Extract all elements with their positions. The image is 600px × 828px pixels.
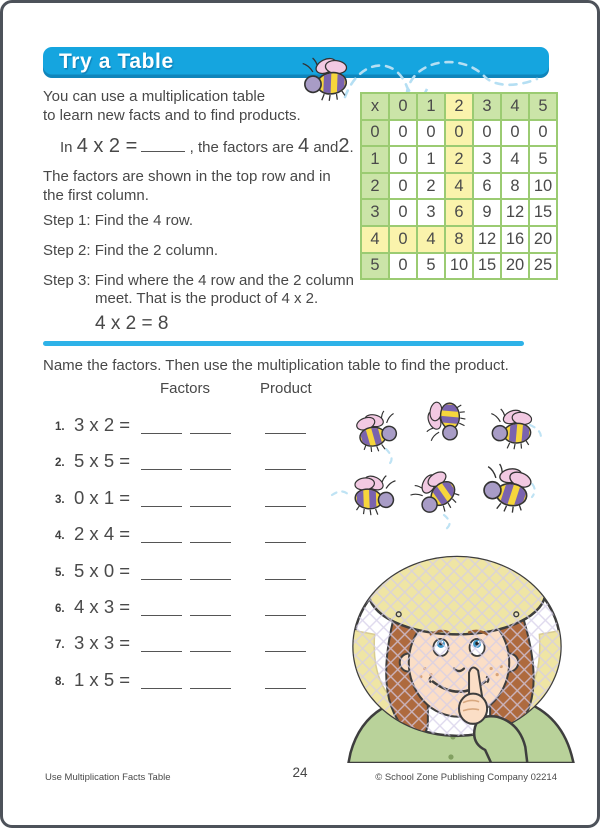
problem-number: 2. (55, 457, 65, 470)
table-header-cell: 2 (445, 93, 473, 120)
factor-blank-2[interactable] (190, 419, 231, 434)
problem-number: 5. (55, 566, 65, 579)
table-cell: 0 (445, 120, 473, 147)
factor-blank-2[interactable] (190, 601, 231, 616)
factor-blank-2[interactable] (190, 528, 231, 543)
table-cell: 12 (473, 226, 501, 253)
table-cell: 16 (501, 226, 529, 253)
example-equation: 4 x 2 = 8 (95, 313, 169, 334)
factor-blank-1[interactable] (141, 492, 182, 507)
table-header-cell: 4 (501, 93, 529, 120)
table-cell: 6 (473, 173, 501, 200)
table-cell: 4 (501, 146, 529, 173)
problem-row (43, 523, 333, 549)
table-cell: 15 (473, 253, 501, 280)
table-row-label: 5 (361, 253, 389, 280)
table-cell: 0 (389, 226, 417, 253)
footer-left: Use Multiplication Facts Table (45, 772, 171, 783)
table-cell: 8 (501, 173, 529, 200)
table-cell: 4 (417, 226, 445, 253)
fact-period: . (349, 139, 354, 156)
fact-sentence (60, 134, 354, 160)
factor-blank-2[interactable] (190, 455, 231, 470)
page-number: 24 (292, 765, 308, 780)
table-header-cell: x (361, 93, 389, 120)
table-row-label: 0 (361, 120, 389, 147)
table-cell: 0 (389, 173, 417, 200)
factor-blank-1[interactable] (141, 601, 182, 616)
product-blank[interactable] (265, 637, 306, 652)
table-cell: 4 (445, 173, 473, 200)
section-divider (43, 341, 524, 346)
bee-icon (478, 461, 538, 516)
bee-icon (423, 395, 469, 444)
bee-icon (346, 470, 400, 520)
fact-blank[interactable] (141, 136, 185, 152)
bee-icon (298, 52, 356, 107)
table-cell: 20 (529, 226, 557, 253)
product-blank[interactable] (265, 419, 306, 434)
problem-number: 8. (55, 675, 65, 688)
problem-row (43, 632, 333, 658)
table-cell: 20 (501, 253, 529, 280)
para-line-1: The factors are shown in the top row and in (43, 168, 331, 185)
table-cell: 5 (417, 253, 445, 280)
problem-row (43, 487, 333, 513)
table-cell: 3 (473, 146, 501, 173)
table-cell: 2 (445, 146, 473, 173)
table-cell: 0 (501, 120, 529, 147)
factor-blank-2[interactable] (190, 492, 231, 507)
factor-blank-1[interactable] (141, 637, 182, 652)
table-cell: 10 (445, 253, 473, 280)
bee-icon (351, 409, 401, 456)
table-header-cell: 0 (389, 93, 417, 120)
problem-expression: 2 x 4 = (74, 523, 131, 545)
factor-blank-2[interactable] (190, 637, 231, 652)
table-row-label: 4 (361, 226, 389, 253)
table-cell: 2 (417, 173, 445, 200)
table-cell: 10 (529, 173, 557, 200)
table-cell: 0 (389, 199, 417, 226)
table-cell: 8 (445, 226, 473, 253)
multiplication-table (360, 92, 558, 280)
fact-factor1: 4 (298, 135, 310, 157)
product-blank[interactable] (265, 455, 306, 470)
step-2: Step 2: Find the 2 column. (43, 242, 219, 259)
problem-number: 7. (55, 639, 65, 652)
product-blank[interactable] (265, 492, 306, 507)
table-cell: 12 (501, 199, 529, 226)
problem-row (43, 560, 333, 586)
table-cell: 15 (529, 199, 557, 226)
table-cell: 6 (445, 199, 473, 226)
fact-factor2: 2 (338, 135, 350, 157)
factor-blank-1[interactable] (141, 455, 182, 470)
problem-expression: 3 x 3 = (74, 632, 131, 654)
problem-expression: 3 x 2 = (74, 414, 131, 435)
problem-row (43, 669, 333, 695)
factor-blank-1[interactable] (141, 419, 182, 434)
fact-middle: , the factors are (189, 139, 294, 156)
problem-row (43, 414, 333, 440)
table-header-cell: 5 (529, 93, 557, 120)
problem-expression: 4 x 3 = (74, 596, 131, 617)
fact-prefix: In (60, 139, 73, 156)
table-header-cell: 3 (473, 93, 501, 120)
table-row-label: 3 (361, 199, 389, 226)
table-cell: 0 (529, 120, 557, 147)
product-blank[interactable] (265, 565, 306, 580)
table-row-label: 1 (361, 146, 389, 173)
problem-expression: 0 x 1 = (74, 486, 131, 508)
factor-blank-1[interactable] (141, 674, 182, 689)
table-cell: 0 (389, 146, 417, 173)
factor-blank-1[interactable] (141, 565, 182, 580)
problem-number: 4. (55, 530, 65, 543)
intro-line-1: You can use a multiplication table (43, 88, 266, 105)
para-line-2: the first column. (43, 187, 149, 204)
product-blank[interactable] (265, 674, 306, 689)
practice-instruction: Name the factors. Then use the multiplication table to find the product. (43, 357, 509, 374)
table-cell: 0 (473, 120, 501, 147)
table-cell: 0 (389, 253, 417, 280)
factor-blank-2[interactable] (190, 674, 231, 689)
product-column-header: Product (260, 380, 312, 397)
table-cell: 5 (529, 146, 557, 173)
step-3-line-1: Step 3: Find where the 4 row and the 2 column (43, 272, 355, 289)
table-cell: 3 (417, 199, 445, 226)
table-cell: 0 (417, 120, 445, 147)
problem-expression: 5 x 0 = (74, 559, 131, 581)
product-blank[interactable] (265, 528, 306, 543)
factors-column-header: Factors (160, 380, 211, 397)
table-header-cell: 1 (417, 93, 445, 120)
table-cell: 25 (529, 253, 557, 280)
child-illustration (334, 550, 586, 763)
fact-expression: 4 x 2 = (76, 135, 138, 157)
table-cell: 0 (389, 120, 417, 147)
factor-blank-2[interactable] (190, 565, 231, 580)
problem-number: 1. (55, 421, 65, 433)
table-cell: 9 (473, 199, 501, 226)
problem-row (43, 450, 333, 476)
product-blank[interactable] (265, 601, 306, 616)
fact-conj: and (313, 139, 339, 156)
problem-expression: 5 x 5 = (74, 450, 131, 472)
footer-right: © School Zone Publishing Company 02214 (375, 772, 557, 783)
bee-icon (487, 405, 539, 453)
intro-line-2: to learn new facts and to find products. (43, 107, 301, 124)
page-title: Try a Table (59, 50, 174, 73)
step-1: Step 1: Find the 4 row. (43, 212, 194, 229)
problem-number: 3. (55, 493, 65, 506)
problem-row (43, 596, 333, 622)
factor-blank-1[interactable] (141, 528, 182, 543)
table-cell: 1 (417, 146, 445, 173)
step-3-line-2: meet. That is the product of 4 x 2. (95, 290, 319, 307)
problem-expression: 1 x 5 = (74, 668, 131, 690)
table-row-label: 2 (361, 173, 389, 200)
problem-number: 6. (55, 603, 65, 615)
